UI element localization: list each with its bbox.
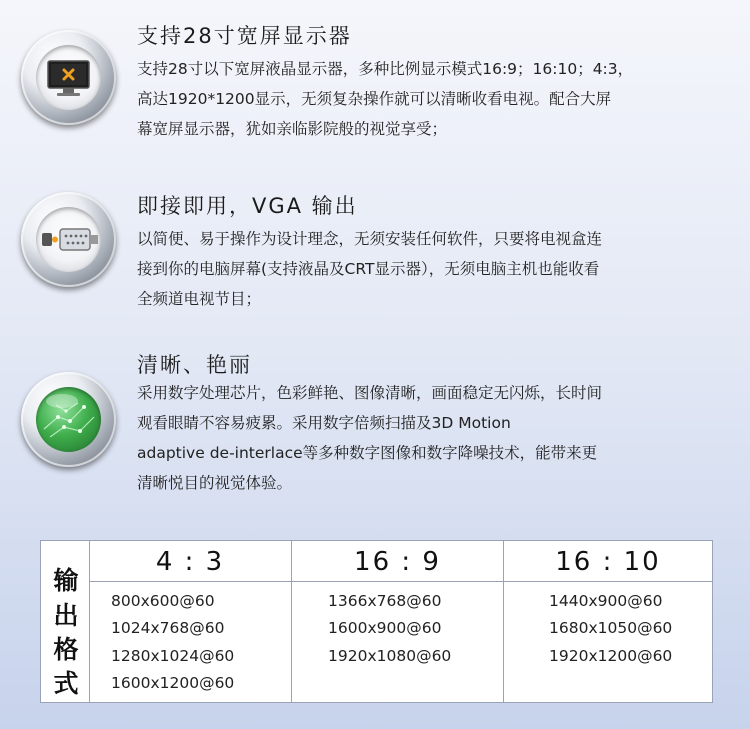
- resolution-item: 1024x768@60: [111, 619, 225, 637]
- ratio-column-16-9: [292, 541, 504, 702]
- ratio-header: 16 : 9: [292, 541, 503, 582]
- monitor-icon: [36, 45, 101, 110]
- ratio-header: 4 : 3: [89, 541, 291, 582]
- resolution-item: 1600x1200@60: [111, 674, 235, 692]
- feature-title: 清晰、艳丽: [137, 353, 252, 377]
- vga-connector-icon: [36, 207, 101, 272]
- description-line: 高达1920*1200显示，无须复杂操作就可以清晰收看电视。配合大屏: [137, 90, 612, 108]
- feature-description: [137, 378, 737, 498]
- circuit-board-icon: [36, 387, 101, 452]
- label-char: 输: [53, 566, 79, 595]
- label-char: 格: [53, 635, 79, 664]
- ratio-header: 16 : 10: [504, 541, 712, 582]
- resolution-item: 1440x900@60: [549, 592, 663, 610]
- resolution-item: 1920x1200@60: [549, 647, 673, 665]
- monitor-icon-badge: [21, 30, 116, 125]
- description-line: 支持28寸以下宽屏液晶显示器，多种比例显示模式16:9；16:10；4:3，: [137, 60, 634, 78]
- output-format-label: [41, 541, 90, 702]
- description-line: 以简便、易于操作为设计理念，无须安装任何软件，只要将电视盒连: [137, 230, 603, 248]
- resolution-item: 1680x1050@60: [549, 619, 673, 637]
- feature-title: 支持28寸宽屏显示器: [137, 24, 352, 48]
- description-line: 采用数字处理芯片，色彩鲜艳、图像清晰，画面稳定无闪烁，长时间: [137, 384, 603, 402]
- description-line: 幕宽屏显示器，犹如亲临影院般的视觉享受；: [137, 120, 448, 138]
- description-line: adaptive de-interlace等多种数字图像和数字降噪技术，能带来更: [137, 444, 598, 462]
- resolution-item: 800x600@60: [111, 592, 215, 610]
- output-format-table: [40, 540, 713, 703]
- resolution-item: 1920x1080@60: [328, 647, 452, 665]
- feature-description: [137, 54, 737, 144]
- description-line: 观看眼睛不容易疲累。采用数字倍频扫描及3D Motion: [137, 414, 511, 432]
- resolution-item: 1600x900@60: [328, 619, 442, 637]
- description-line: 清晰悦目的视觉体验。: [137, 474, 293, 492]
- vga-connector-icon-badge: [21, 192, 116, 287]
- resolution-item: 1366x768@60: [328, 592, 442, 610]
- circuit-board-icon-badge: [21, 372, 116, 467]
- ratio-column-16-10: [504, 541, 712, 702]
- ratio-column-4-3: [89, 541, 292, 702]
- feature-description: [137, 224, 737, 314]
- label-char: 出: [53, 601, 79, 630]
- description-line: 接到你的电脑屏幕(支持液晶及CRT显示器），无须电脑主机也能收看: [137, 260, 600, 278]
- description-line: 全频道电视节目；: [137, 290, 262, 308]
- feature-title: 即接即用，VGA 输出: [137, 194, 358, 218]
- resolution-item: 1280x1024@60: [111, 647, 235, 665]
- label-char: 式: [53, 669, 79, 698]
